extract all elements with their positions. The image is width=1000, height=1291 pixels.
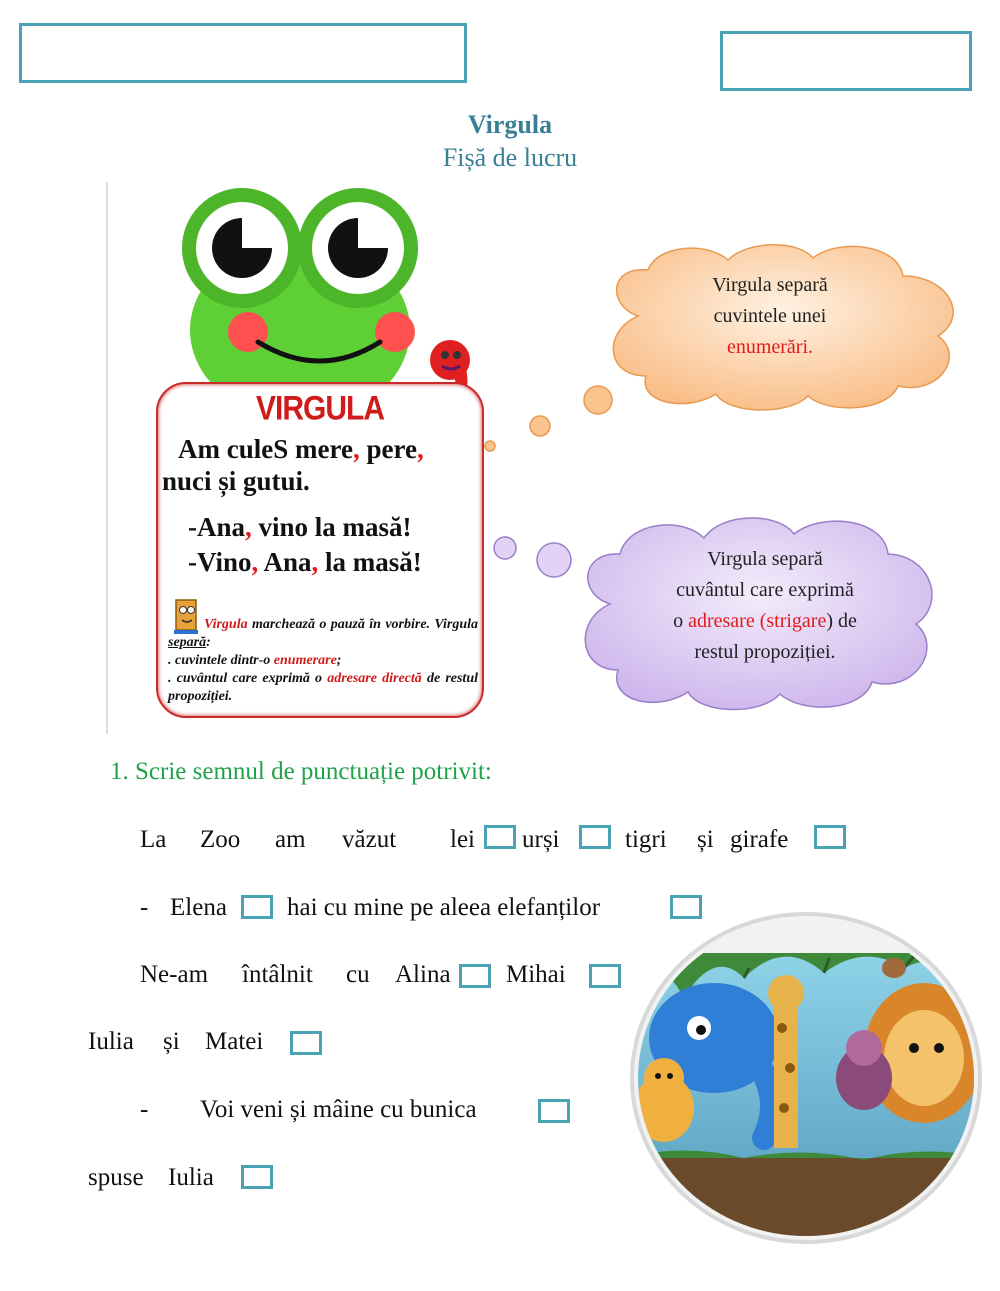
card-note-text1: marchează o pauză în vorbire. Virgula (247, 617, 478, 632)
card-ex3-part-c: la masă! (318, 547, 422, 577)
card-comma: , (416, 434, 424, 464)
cloud2-text (620, 544, 910, 668)
cloud1-highlight: enumerări. (726, 336, 814, 358)
card-ex1-part-b: pere (359, 434, 417, 464)
answer-box-2[interactable] (579, 825, 611, 849)
s3-word: întâlnit (242, 961, 313, 988)
s1-word: și (697, 826, 714, 853)
card-example-2 (188, 512, 412, 543)
s4-word: Matei (205, 1028, 264, 1055)
answer-box-3[interactable] (814, 825, 846, 849)
card-ex2-part-a: -Ana (188, 512, 246, 542)
card-title: VIRGULA (256, 389, 384, 428)
card-note-bullet1-end: ; (336, 653, 342, 668)
zoo-animals-illustration (624, 908, 988, 1246)
s3-word: Ne-am (140, 961, 209, 988)
card-note-enum: enumerare (273, 653, 337, 668)
s6-word: spuse (88, 1164, 144, 1191)
card-comma: , (245, 512, 252, 542)
card-example-1 (178, 434, 424, 465)
card-comma: , (352, 434, 360, 464)
answer-box-8[interactable] (290, 1031, 322, 1055)
s6-word: Iulia (168, 1164, 214, 1191)
card-comma: , (311, 547, 319, 577)
s5-dash: - (140, 1096, 149, 1123)
name-input-box[interactable] (19, 23, 467, 83)
s2-word: hai cu mine pe aleea elefanților (287, 894, 601, 921)
cloud2-highlight: adresare (strigare (688, 610, 827, 632)
card-ex2-part-b: vino la masă! (251, 512, 412, 542)
card-ex3-part-b: Ana (258, 547, 312, 577)
card-note (168, 616, 478, 706)
s3-word: cu (346, 961, 370, 988)
cloud1-text (650, 270, 890, 363)
s1-word: urși (522, 826, 560, 853)
rule-card (156, 382, 484, 718)
cloud2-line3 (620, 606, 910, 637)
s3-word: Mihai (506, 961, 566, 988)
card-note-word: Virgula (204, 617, 248, 632)
cloud1-line1: Virgula separă (712, 274, 828, 296)
s5-word: Voi veni și mâine cu bunica (200, 1096, 477, 1123)
s4-word: Iulia (88, 1028, 134, 1055)
answer-box-9[interactable] (538, 1099, 570, 1123)
s1-word: lei (450, 826, 475, 853)
page-title: Virgula (467, 110, 553, 139)
s1-word: am (275, 826, 306, 853)
s2-dash: - (140, 894, 149, 921)
s2-word: Elena (170, 894, 227, 921)
card-ex3-part-a: -Vino (188, 547, 252, 577)
answer-box-4[interactable] (241, 895, 273, 919)
answer-box-10[interactable] (241, 1165, 273, 1189)
answer-box-6[interactable] (459, 964, 491, 988)
s1-word: tigri (625, 826, 667, 853)
answer-box-1[interactable] (484, 825, 516, 849)
exercise-heading: 1. Scrie semnul de punctuație potrivit: (110, 758, 492, 785)
s1-word: La (140, 826, 167, 853)
card-ex1-part-c: nuci și gutui. (162, 466, 310, 496)
answer-box-7[interactable] (589, 964, 621, 988)
card-note-adr: adresare directă (327, 671, 422, 686)
cloud2-line2: cuvântul care exprimă (676, 579, 854, 601)
card-ex1-part-a: Am culeS mere (178, 434, 353, 464)
card-note-bullet2-end: de restul propoziției. (168, 671, 478, 704)
card-note-separa: separă (168, 635, 207, 650)
class-input-box[interactable] (720, 31, 972, 91)
s1-word: Zoo (200, 826, 241, 853)
cloud2-line4: restul propoziției. (694, 641, 836, 663)
s3-word: Alina (395, 961, 451, 988)
cloud2-pre: o (673, 610, 689, 632)
cloud2-line1: Virgula separă (707, 548, 823, 570)
s1-word: văzut (342, 826, 397, 853)
card-note-text2: : (206, 635, 211, 650)
page-subtitle: Fișă de lucru (442, 143, 578, 172)
cloud2-post: ) de (826, 610, 857, 632)
s1-word: girafe (730, 826, 789, 853)
card-example-3 (188, 547, 422, 578)
s4-word: și (163, 1028, 180, 1055)
card-note-bullet2: . cuvântul care exprimă o (168, 671, 328, 686)
card-note-bullet1: . cuvintele dintr-o (168, 653, 274, 668)
cloud1-line2: cuvintele unei (713, 305, 827, 327)
vertical-divider (106, 182, 108, 734)
card-comma: , (251, 547, 259, 577)
